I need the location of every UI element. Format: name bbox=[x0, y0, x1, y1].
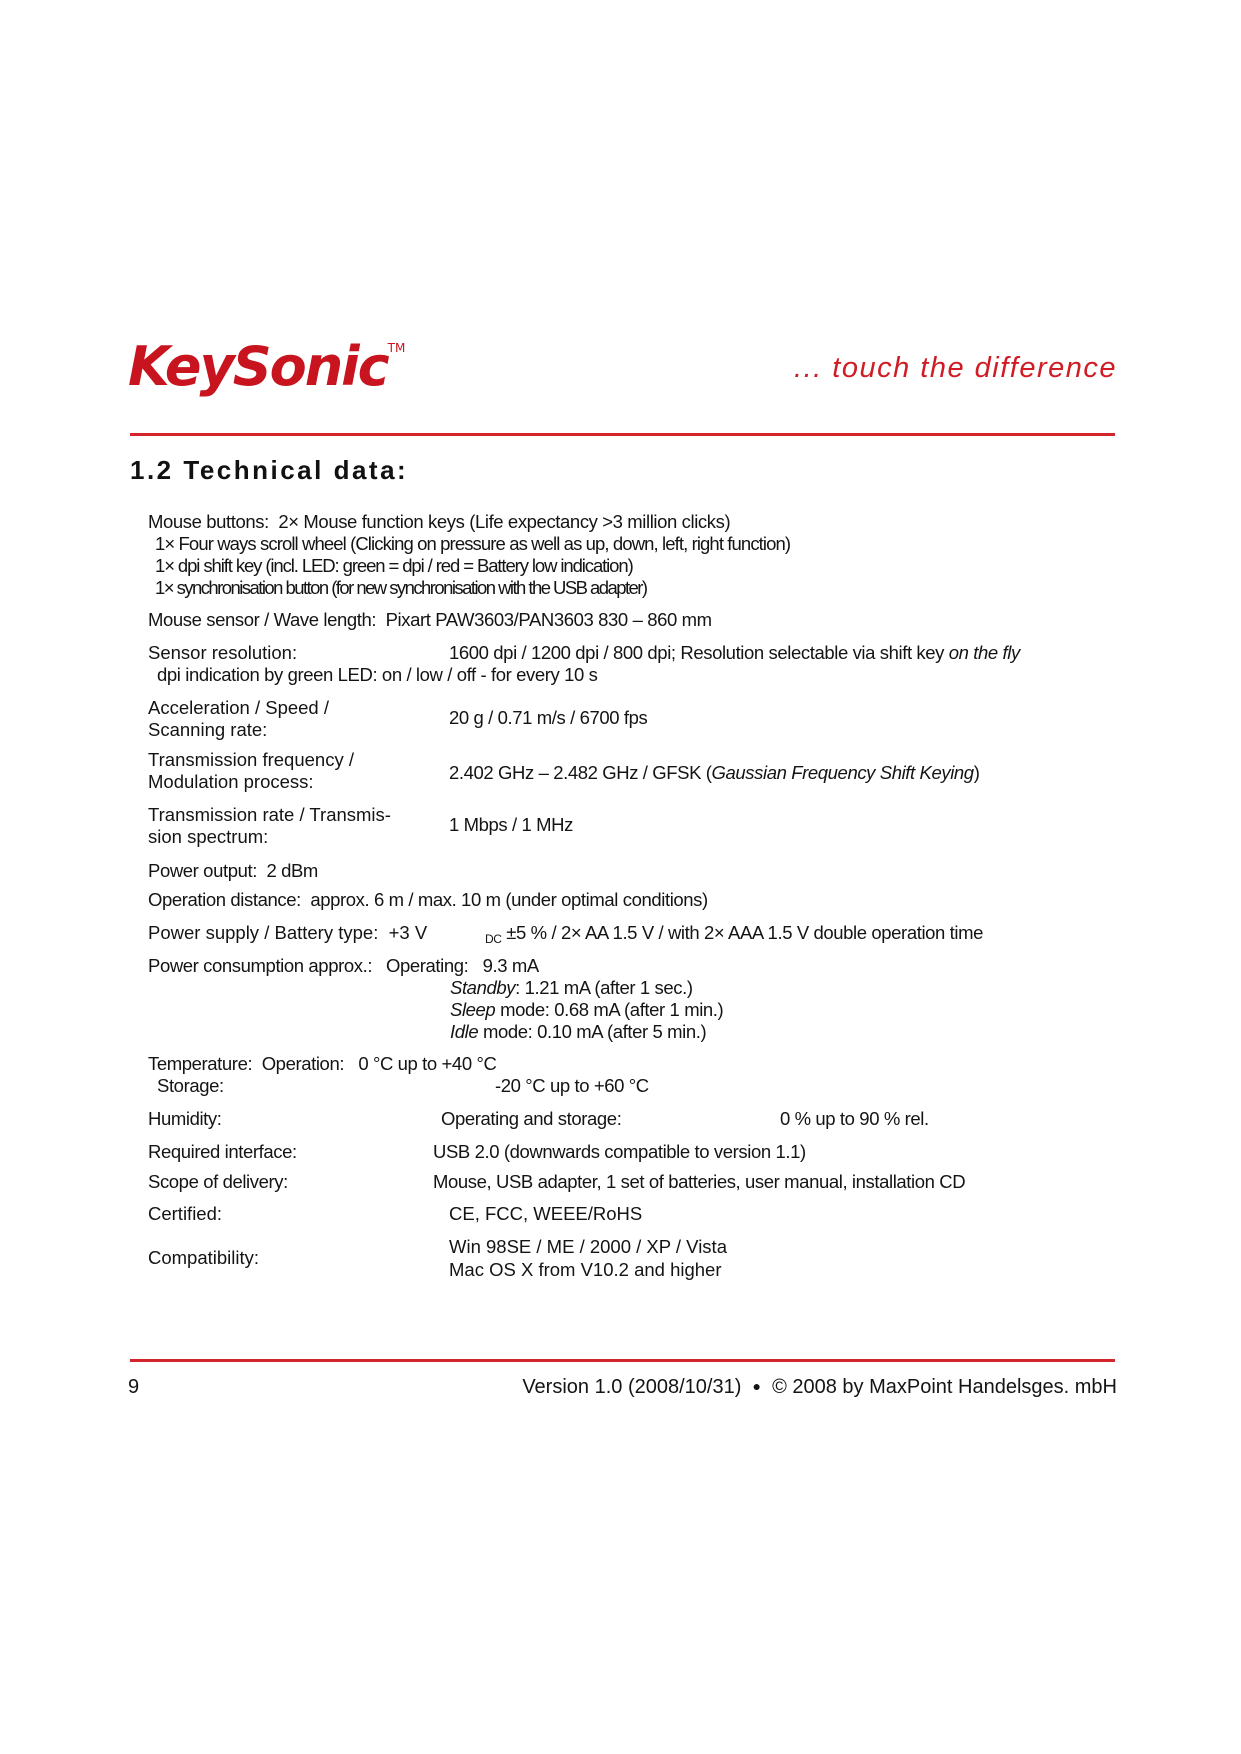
spec-buttons-line-2: 1× Four ways scroll wheel (Clicking on pressure as well as up, down, left, right function) bbox=[155, 533, 791, 554]
spec-humidity-label: Humidity: bbox=[148, 1108, 222, 1129]
spec-resolution-value-2: dpi indication by green LED: on / low / off - for every 10 s bbox=[157, 664, 598, 685]
page-number: 9 bbox=[128, 1376, 140, 1398]
spec-sensor: Mouse sensor / Wave length: Pixart PAW3603/PAN3603 830 – 860 mm bbox=[148, 609, 712, 630]
footer-info: Version 1.0 (2008/10/31) ● © 2008 by MaxPoint Handelsges. mbH bbox=[522, 1376, 1117, 1398]
spec-consumption-label: Power consumption approx.: bbox=[148, 955, 373, 976]
spec-buttons-line-4: 1× synchronisation button (for new synchronisation with the USB adapter) bbox=[155, 577, 647, 598]
spec-interface-label: Required interface: bbox=[148, 1141, 297, 1162]
spec-consumption-operating: Operating: 9.3 mA bbox=[386, 955, 539, 976]
spec-consumption-standby: Standby: 1.21 mA (after 1 sec.) bbox=[450, 977, 693, 998]
spec-certified-value: CE, FCC, WEEE/RoHS bbox=[449, 1203, 643, 1224]
spec-consumption-idle: Idle mode: 0.10 mA (after 5 min.) bbox=[450, 1021, 707, 1042]
spec-accel-label-2: Scanning rate: bbox=[148, 719, 268, 740]
spec-delivery-label: Scope of delivery: bbox=[148, 1171, 288, 1192]
spec-consumption-sleep: Sleep mode: 0.68 mA (after 1 min.) bbox=[450, 999, 724, 1020]
spec-supply-label: Power supply / Battery type: +3 V bbox=[148, 922, 428, 943]
spec-power-output: Power output: 2 dBm bbox=[148, 860, 318, 881]
spec-buttons-line-1: Mouse buttons: 2× Mouse function keys (Life expectancy >3 million clicks) bbox=[148, 511, 731, 532]
spec-resolution-label: Sensor resolution: bbox=[148, 642, 298, 663]
spec-rate-label-2: sion spectrum: bbox=[148, 826, 269, 847]
spec-distance: Operation distance: approx. 6 m / max. 10 m (under optimal conditions) bbox=[148, 889, 708, 910]
keysonic-logo: KeySonic™ bbox=[128, 335, 406, 398]
header-divider bbox=[130, 433, 1115, 436]
spec-accel-label-1: Acceleration / Speed / bbox=[148, 697, 329, 718]
spec-freq-label-2: Modulation process: bbox=[148, 771, 314, 792]
tagline: ... touch the difference bbox=[794, 352, 1117, 384]
bullet-icon: ● bbox=[752, 1378, 761, 1394]
spec-accel-value: 20 g / 0.71 m/s / 6700 fps bbox=[449, 707, 648, 728]
spec-interface-value: USB 2.0 (downwards compatible to version 1.1) bbox=[433, 1141, 806, 1162]
section-title: 1.2 Technical data: bbox=[130, 455, 409, 485]
spec-humidity-condition: Operating and storage: bbox=[441, 1108, 622, 1129]
spec-rate-value: 1 Mbps / 1 MHz bbox=[449, 814, 573, 835]
spec-certified-label: Certified: bbox=[148, 1203, 223, 1224]
spec-temp-storage-label: Storage: bbox=[157, 1075, 224, 1096]
spec-temp-operation: Temperature: Operation: 0 °C up to +40 °C bbox=[148, 1053, 497, 1074]
spec-rate-label-1: Transmission rate / Transmis- bbox=[148, 804, 391, 825]
spec-compat-value-1: Win 98SE / ME / 2000 / XP / Vista bbox=[449, 1236, 727, 1257]
spec-compat-value-2: Mac OS X from V10.2 and higher bbox=[449, 1259, 722, 1280]
spec-supply-value: $_{DC}$ ±5 % / 2× AA 1.5 V / with 2× AAA 1.5 V double operation time bbox=[485, 922, 984, 946]
spec-compat-label: Compatibility: bbox=[148, 1247, 260, 1268]
spec-humidity-value: 0 % up to 90 % rel. bbox=[780, 1108, 929, 1129]
spec-temp-storage-value: -20 °C up to +60 °C bbox=[495, 1075, 649, 1096]
spec-buttons-line-3: 1× dpi shift key (incl. LED: green = dpi / red = Battery low indication) bbox=[155, 555, 633, 576]
spec-freq-label-1: Transmission frequency / bbox=[148, 749, 354, 770]
spec-resolution-value: 1600 dpi / 1200 dpi / 800 dpi; Resolution selectable via shift key on the fly bbox=[449, 642, 1020, 663]
spec-freq-value: 2.402 GHz – 2.482 GHz / GFSK (Gaussian Frequency Shift Keying) bbox=[449, 762, 980, 783]
footer-divider bbox=[130, 1359, 1115, 1362]
spec-delivery-value: Mouse, USB adapter, 1 set of batteries, user manual, installation CD bbox=[433, 1171, 966, 1192]
trademark-mark: TM bbox=[387, 341, 406, 355]
